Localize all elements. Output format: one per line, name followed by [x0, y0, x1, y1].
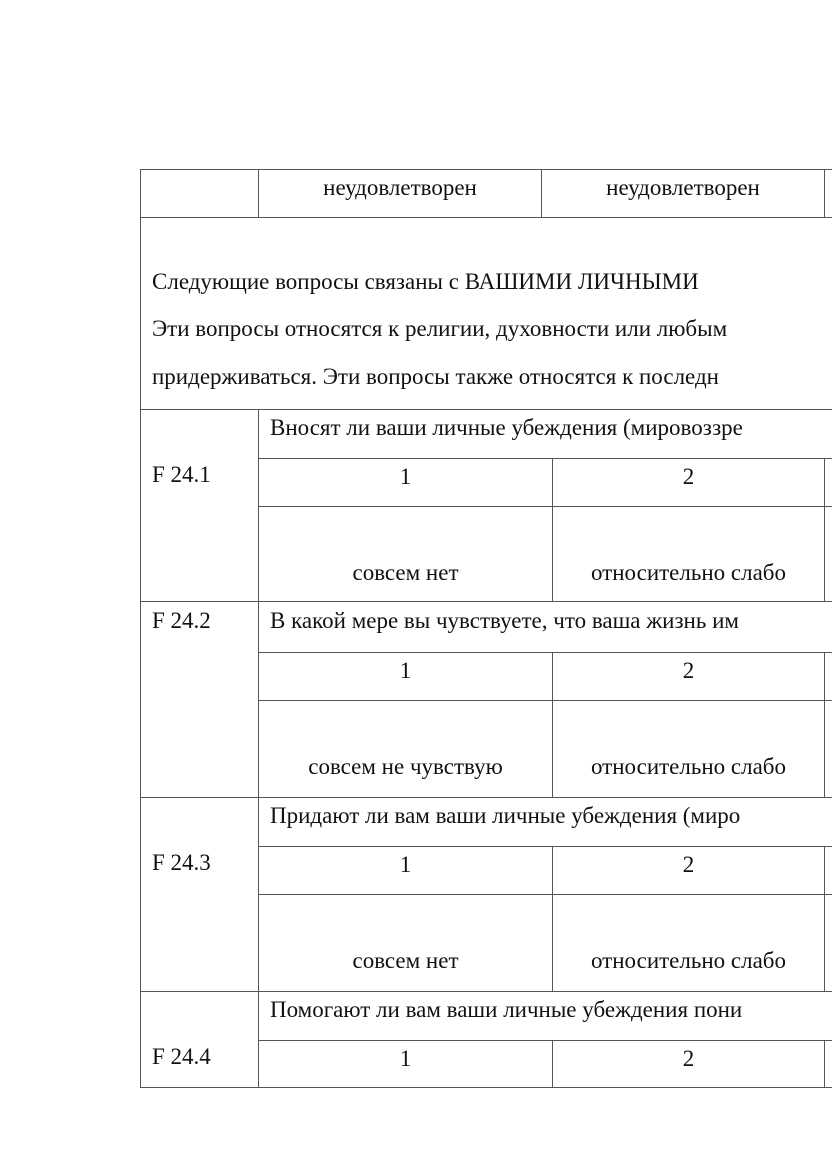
- header-cell-2-text: неудовлетворен: [606, 175, 760, 200]
- intro-line-3: придерживаться. Эти вопросы также относятся к последн: [152, 364, 719, 389]
- scale-option-1[interactable]: [258, 652, 553, 701]
- intro-section: [140, 217, 832, 410]
- anchor-label: совсем не чувствую: [308, 754, 503, 779]
- anchor-cell-3: [824, 700, 832, 798]
- question-id-cell: [140, 991, 259, 1088]
- question-text: Помогают ли вам ваши личные убеждения пони: [270, 997, 743, 1022]
- header-cell-3: [824, 169, 832, 218]
- header-cell-1-text: неудовлетворен: [323, 175, 477, 200]
- scale-number: 1: [399, 1046, 412, 1071]
- question-id-cell: [140, 409, 259, 602]
- scale-option-2[interactable]: [552, 1040, 825, 1088]
- scale-option-3[interactable]: [824, 1040, 832, 1088]
- anchor-label: относительно слабо: [590, 948, 787, 973]
- scale-option-1[interactable]: [258, 1040, 553, 1088]
- question-text: Придают ли вам ваши личные убеждения (миро: [270, 803, 741, 828]
- scale-option-3[interactable]: [824, 458, 832, 507]
- question-id-cell: [140, 601, 259, 798]
- anchor-label: относительно слабо: [590, 754, 787, 779]
- scale-option-2[interactable]: [552, 458, 825, 507]
- scale-number: 2: [682, 852, 695, 877]
- question-id: F 24.4: [152, 1044, 211, 1069]
- question-text-cell: [258, 991, 832, 1041]
- question-text-cell: [258, 797, 832, 847]
- intro-line-2: Эти вопросы относятся к религии, духовности или любым: [152, 316, 728, 341]
- question-id: F 24.1: [152, 462, 211, 487]
- scale-option-3[interactable]: [824, 652, 832, 701]
- header-cell-1: [258, 169, 542, 218]
- question-text: В какой мере вы чувствуете, что ваша жизнь им: [270, 608, 739, 633]
- anchor-label: совсем нет: [352, 560, 459, 585]
- intro-line-1: Следующие вопросы связаны с ВАШИМИ ЛИЧНЫМИ: [152, 269, 699, 294]
- scale-number: 2: [682, 658, 695, 683]
- anchor-cell-1: [258, 894, 553, 992]
- anchor-cell-3: [824, 894, 832, 992]
- scale-number: 1: [399, 852, 412, 877]
- anchor-cell-2: [552, 894, 825, 992]
- header-row-empty-cell: [140, 169, 259, 218]
- anchor-cell-1: [258, 506, 553, 602]
- anchor-cell-1: [258, 700, 553, 798]
- scale-number: 1: [399, 464, 412, 489]
- anchor-cell-2: [552, 506, 825, 602]
- anchor-cell-3: [824, 506, 832, 602]
- anchor-cell-2: [552, 700, 825, 798]
- question-text-cell: [258, 409, 832, 459]
- header-cell-2: [541, 169, 825, 218]
- scale-option-3[interactable]: [824, 846, 832, 895]
- scale-number: 2: [682, 464, 695, 489]
- scale-option-1[interactable]: [258, 846, 553, 895]
- question-id: F 24.3: [152, 850, 211, 875]
- scale-option-1[interactable]: [258, 458, 553, 507]
- scale-number: 1: [399, 658, 412, 683]
- question-id-cell: [140, 797, 259, 992]
- question-id: F 24.2: [152, 608, 211, 633]
- scale-option-2[interactable]: [552, 652, 825, 701]
- anchor-label: относительно слабо: [590, 560, 787, 585]
- scale-option-2[interactable]: [552, 846, 825, 895]
- scale-number: 2: [682, 1046, 695, 1071]
- anchor-label: совсем нет: [352, 948, 459, 973]
- question-text: Вносят ли ваши личные убеждения (мировоззре: [270, 415, 743, 440]
- question-text-cell: [258, 601, 832, 653]
